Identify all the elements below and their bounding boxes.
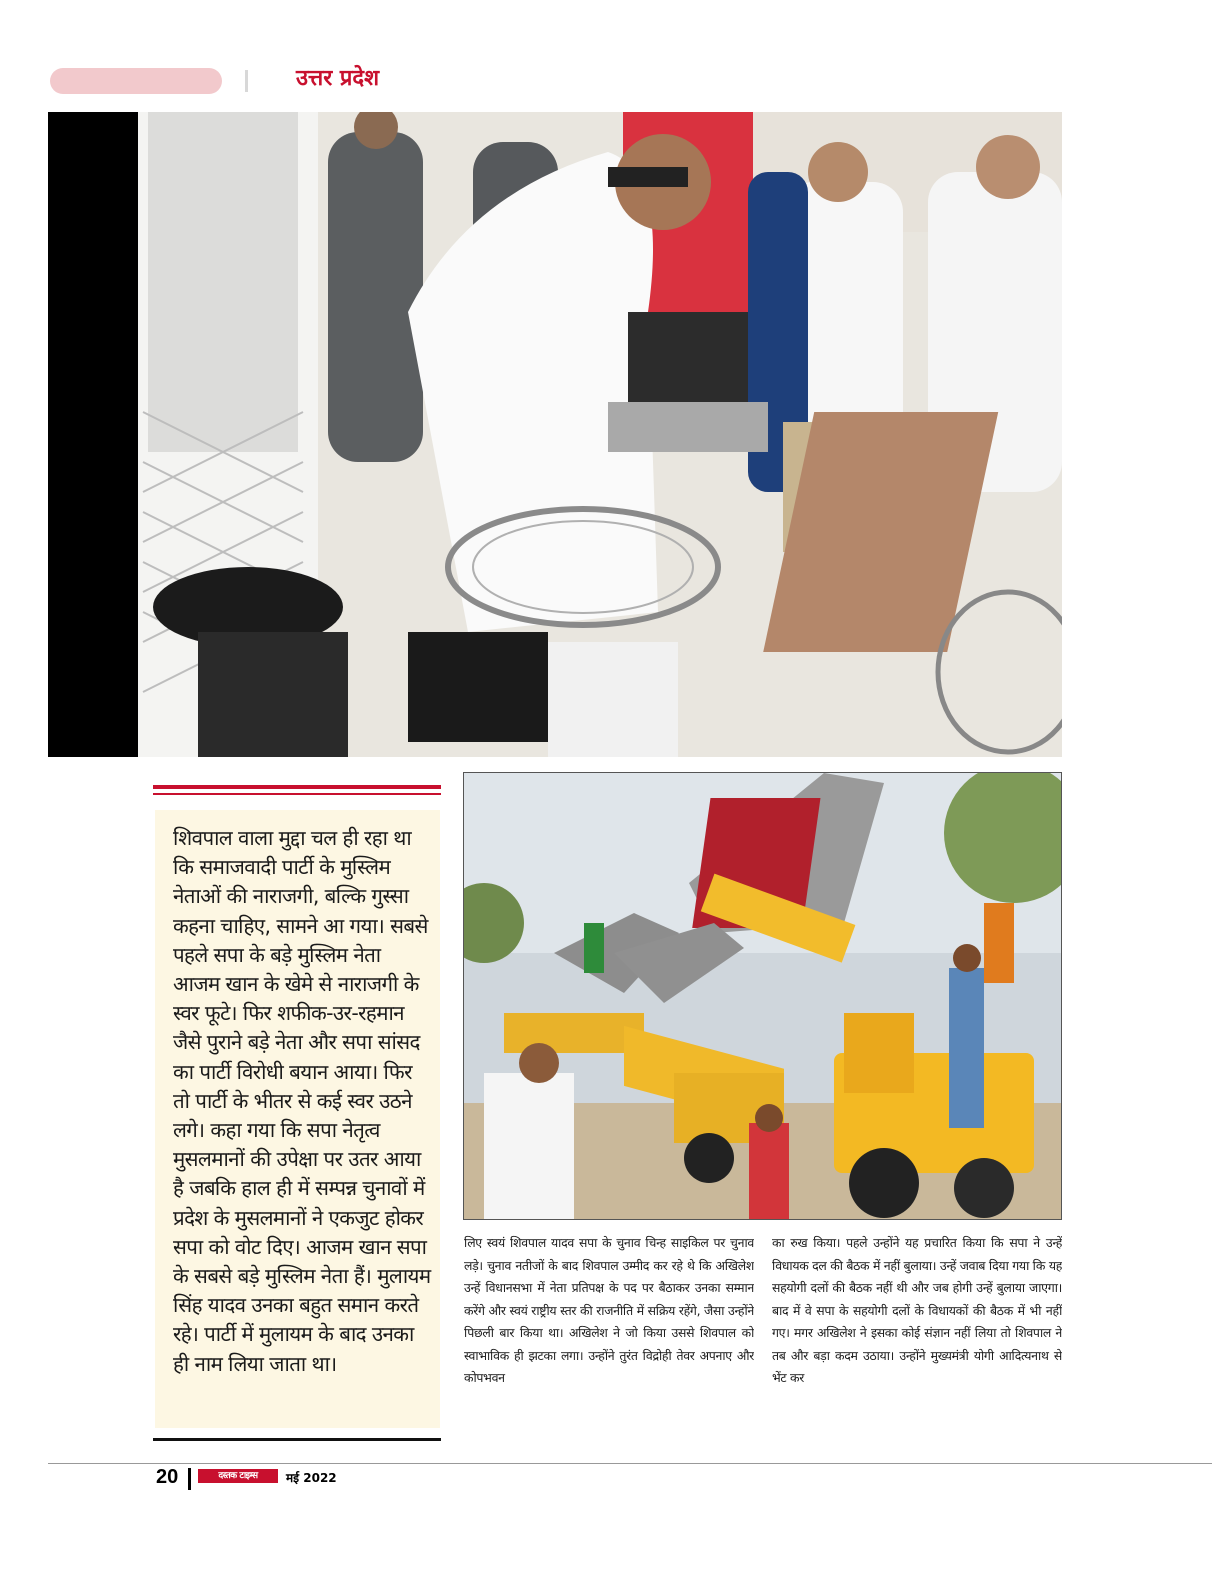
body-column-1-text: लिए स्वयं शिवपाल यादव सपा के चुनाव चिन्ह साइकिल पर चुनाव लड़े। चुनाव नतीजों के बाद शिवपाल उम्मीद कर रहे थे कि अखिलेश उन्हें विधानसभा में नेता प्रतिपक्ष के पद पर बैठाकर उनका सम्मान करेंगे और स्वयं राष्ट्रीय स्तर की राजनीति में सक्रिय रहेंगे, जैसा उन्होंने पिछली बार किया था। अखिलेश ने जो किया उससे शिवपाल को स्वाभाविक ही झटका लगा। उन्होंने तुरंत विद्रोही तेवर अपनाए और कोपभवन [464, 1235, 754, 1385]
pullquote-bottom-rule [153, 1438, 441, 1441]
footer-rule [48, 1463, 1212, 1464]
header-separator [245, 70, 248, 92]
body-column-2-text: का रुख किया। पहले उन्होंने यह प्रचारित किया कि सपा ने उन्हें विधायक दल की बैठक में नहीं बुलाया। उन्हें जवाब दिया गया कि यह सहयोगी दलों की बैठक नहीं थी और जब होगी उन्हें बुलाया जाएगा। बाद में वे सपा के सहयोगी दलों के विधायकों की बैठक में भी नहीं गए। मगर अखिलेश ने इसका कोई संज्ञान नहीं लिया तो शिवपाल ने तब और बड़ा कदम उठाया। उन्होंने मुख्यमंत्री योगी आदित्यनाथ से भेंट कर [772, 1235, 1062, 1385]
body-column-2 [772, 1232, 1062, 1442]
footer-separator [188, 1468, 191, 1490]
header-pill [50, 68, 222, 94]
top-photo [48, 112, 1062, 757]
pullquote-rule [153, 785, 441, 789]
pullquote-rule-thin [153, 793, 441, 795]
issue-date: मई 2022 [286, 1471, 337, 1485]
pullquote-text: शिवपाल वाला मुद्दा चल ही रहा था कि समाजवादी पार्टी के मुस्लिम नेताओं की नाराजगी, बल्कि गुस्सा कहना चाहिए, सामने आ गया। सबसे पहले सपा के बड़े मुस्लिम नेता आजम खान के खेमे से नाराजगी के स्वर फूटे। फिर शफीक-उर-रहमान जैसे पुराने बड़े नेता और सपा सांसद का पार्टी विरोधी बयान आया। फिर तो पार्टी के भीतर से कई स्वर उठने लगे। कहा गया कि सपा नेतृत्व मुसलमानों की उपेक्षा पर उतर आया है जबकि हाल ही में सम्पन्न चुनावों में प्रदेश के मुसलमानों ने एकजुट होकर सपा को वोट दिए। आजम खान सपा के सबसे बड़े मुस्लिम नेता हैं। मुलायम सिंह यादव उनका बहुत समान करते रहे। पार्टी में मुलायम के बाद उनका ही नाम लिया जाता था। [173, 826, 431, 1376]
section-title: उत्तर प्रदेश [296, 66, 380, 91]
bulldozer-photo [463, 772, 1062, 1220]
page-number: 20 [156, 1466, 179, 1488]
publication-logo: दस्तक टाइम्स [198, 1469, 278, 1483]
pullquote-box [155, 810, 440, 1428]
body-column-1 [464, 1232, 754, 1442]
